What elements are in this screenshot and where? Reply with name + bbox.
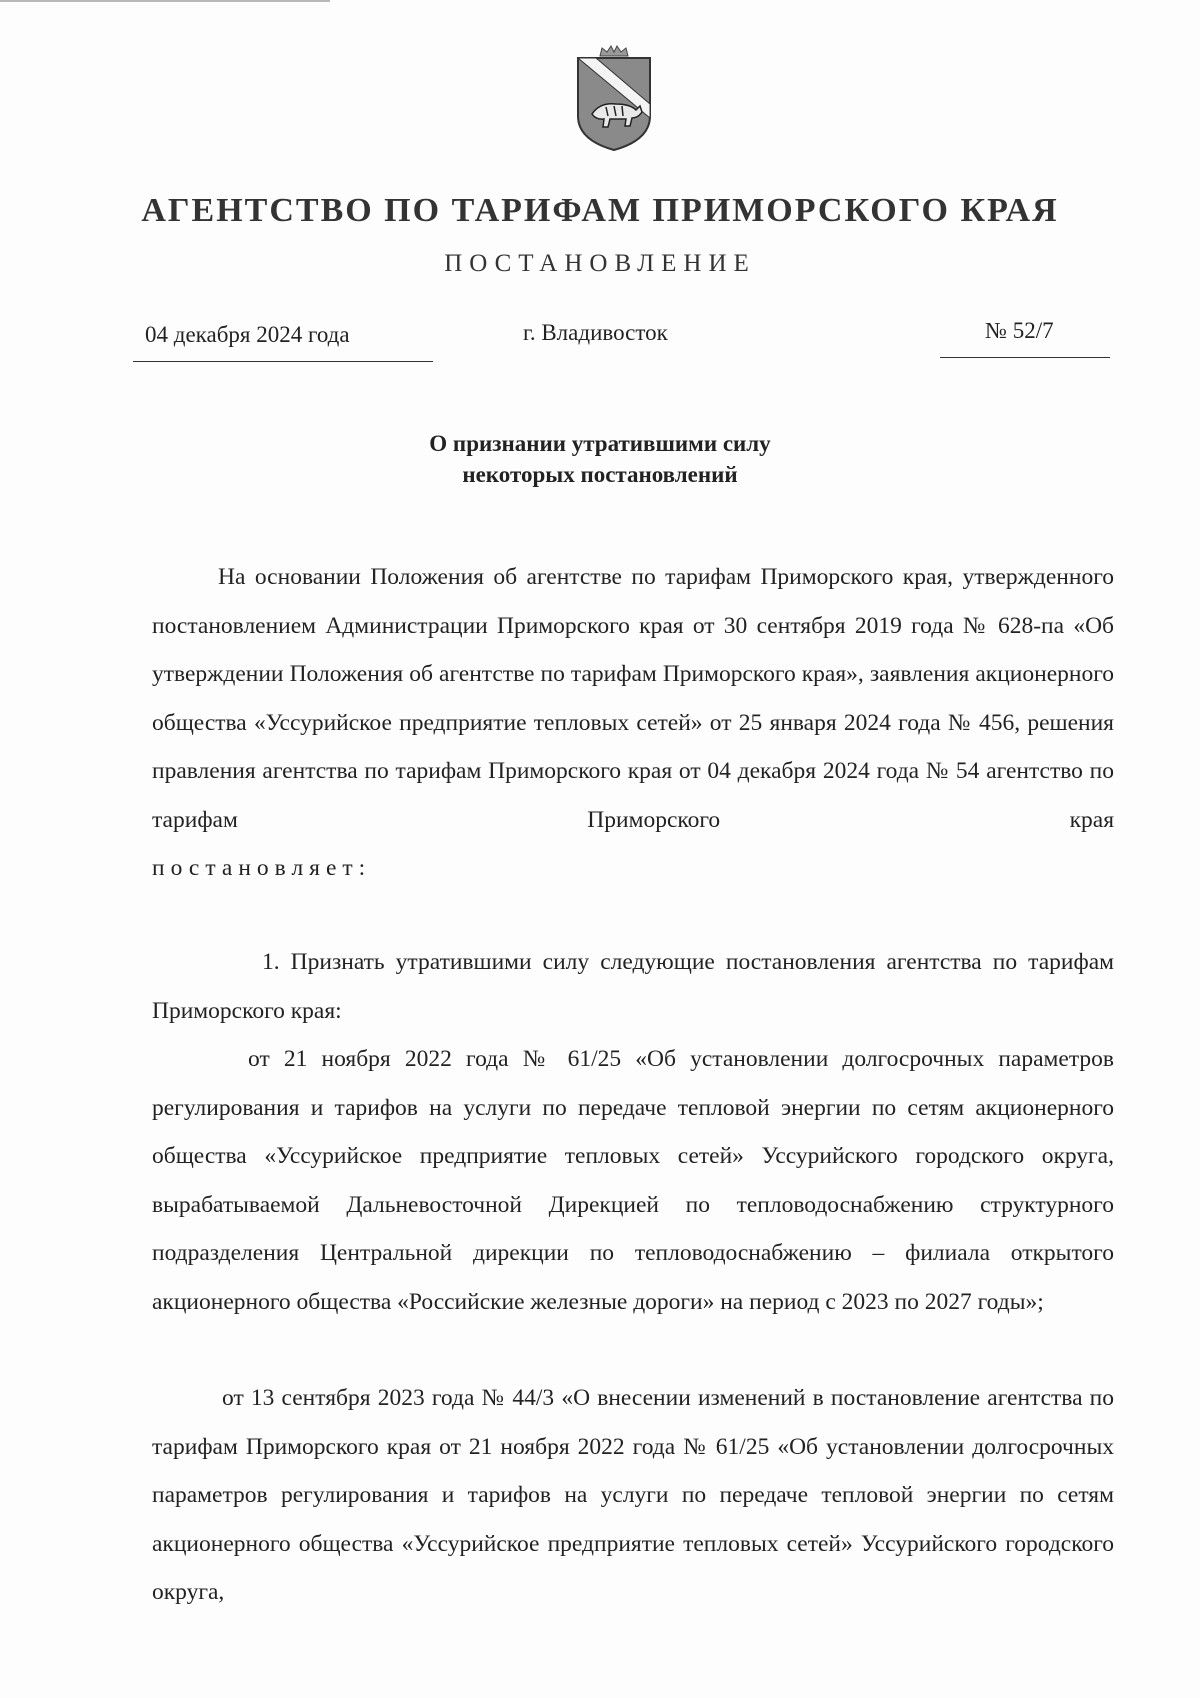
document-subject <box>0 428 1200 490</box>
scan-edge-line <box>0 0 330 2</box>
subject-line-2: некоторых постановлений <box>462 462 738 487</box>
item-1-a: от 21 ноября 2022 года № 61/25 «Об установлении долгосрочных параметров регулирования и тарифов на услуги по передаче тепловой энергии по сетям акционерного общества «Уссурийское предприятие тепловых сетей» Уссурийского городского округа, вырабатываемой Дальневосточной Дирекцией по тепловодоснабжению структурного подразделения Центральной дирекции по тепловодоснабжению – филиала открытого акционерного общества «Российские железные дороги» на период с 2023 по 2027 годы»; <box>152 1046 1114 1315</box>
document-date: 04 декабря 2024 года <box>145 322 350 347</box>
preamble-paragraph <box>152 553 1114 893</box>
document-number: № 52/7 <box>985 318 1054 343</box>
emblem-crown <box>600 46 628 56</box>
subject-line-1: О признании утратившими силу <box>429 431 771 456</box>
preamble-text: На основании Положения об агентстве по тарифам Приморского края, утвержденного постановлением Администрации Приморского края от 30 сентября 2019 года № 628-па «Об утверждении Положения об агентстве по тарифам Приморского края», заявления акционерного общества «Уссурийское предприятие тепловых сетей» от 25 января 2024 года № 456, решения правления агентства по тарифам Приморского края от 04 декабря 2024 года № 54 агентство по тарифам Приморского края <box>152 564 1114 833</box>
agency-title: АГЕНТСТВО ПО ТАРИФАМ ПРИМОРСКОГО КРАЯ <box>141 192 1059 229</box>
document-city: г. Владивосток <box>523 320 668 345</box>
number-underline <box>940 357 1110 358</box>
resolves-word: постановляет: <box>152 855 372 881</box>
document-type: ПОСТАНОВЛЕНИЕ <box>444 250 756 277</box>
item-1-b: от 13 сентября 2023 года № 44/3 «О внесении изменений в постановление агентства по тарифам Приморского края от 21 ноября 2022 года № 61/25 «Об установлении долгосрочных параметров регулирования и тарифов на услуги по передаче тепловой энергии по сетям акционерного общества «Уссурийское предприятие тепловых сетей» Уссурийского городского округа, <box>152 1385 1114 1605</box>
coat-of-arms-icon <box>570 44 658 154</box>
date-underline <box>133 361 433 362</box>
item-1: 1. Признать утратившими силу следующие постановления агентства по тарифам Приморского края: <box>152 949 1114 1024</box>
